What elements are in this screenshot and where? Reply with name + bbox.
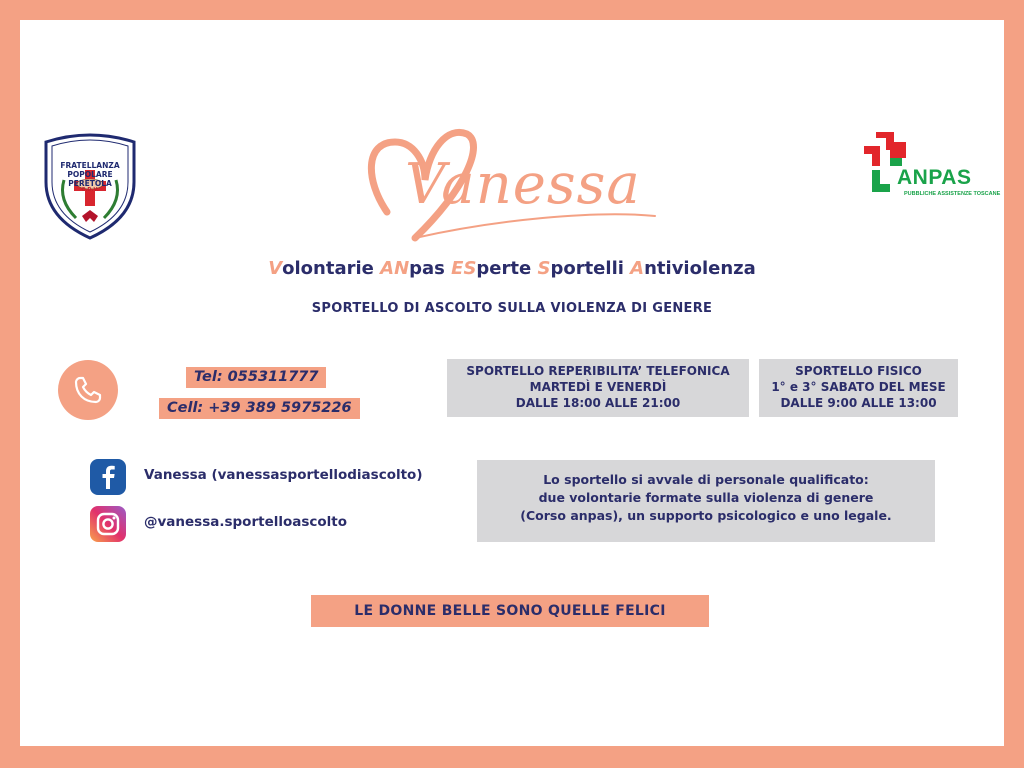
cell-number[interactable]: Cell: +39 389 5975226 — [159, 398, 360, 419]
subtitle-hl-4: A — [630, 258, 645, 279]
subtitle-hl-2: ES — [451, 258, 477, 279]
sportello-telefonico-box — [447, 359, 749, 417]
subtitle-hl-0: V — [268, 258, 283, 279]
tel-number[interactable]: Tel: 055311777 — [186, 367, 326, 388]
anpas-subtitle: PUBBLICHE ASSISTENZE TOSCANE — [904, 191, 1001, 197]
sportello-tel-line3: DALLE 18:00 ALLE 21:00 — [515, 396, 681, 410]
sportello-tel-line2: MARTEDÌ E VENERDÌ — [529, 380, 667, 394]
subtitle-rest-3: portelli — [550, 258, 631, 279]
facebook-icon[interactable] — [90, 459, 126, 495]
subtitle-rest-4: ntiviolenza — [644, 258, 756, 279]
shield-title-line2: PERETOLA — [68, 179, 112, 188]
sportello-fisico-line2: 1° e 3° SABATO DEL MESE — [771, 380, 946, 394]
shield-title-line1: FRATELLANZA POPOLARE — [60, 161, 120, 179]
sportello-fisico-line1: SPORTELLO FISICO — [795, 364, 922, 378]
shield-title — [44, 161, 136, 188]
subtitle-hl-1: AN — [380, 258, 410, 279]
staff-info-line2: due volontarie formate sulla violenza di genere — [538, 490, 874, 505]
brand-name: Vanessa — [405, 152, 641, 217]
subtitle-rest-2: perte — [476, 258, 538, 279]
staff-info-box — [477, 460, 935, 542]
flyer-card — [20, 20, 1004, 746]
staff-info-line3: (Corso anpas), un supporto psicologico e uno legale. — [520, 508, 892, 523]
sportello-fisico-line3: DALLE 9:00 ALLE 13:00 — [780, 396, 937, 410]
facebook-handle[interactable]: Vanessa (vanessasportellodiascolto) — [144, 467, 423, 483]
staff-info-line1: Lo sportello si avvale di personale qualificato: — [543, 472, 869, 487]
subtitle-rest-0: olontarie — [282, 258, 381, 279]
shield-odv: O.D.V. — [81, 187, 99, 193]
acronym-subtitle — [20, 258, 1004, 279]
subtitle-hl-3: S — [537, 258, 551, 279]
sportello-fisico-box — [759, 359, 958, 417]
footer-slogan: LE DONNE BELLE SONO QUELLE FELICI — [311, 595, 709, 627]
subtitle-rest-1: pas — [409, 258, 452, 279]
sportello-tel-line1: SPORTELLO REPERIBILITA’ TELEFONICA — [466, 364, 730, 378]
instagram-icon[interactable] — [90, 506, 126, 542]
instagram-handle[interactable]: @vanessa.sportelloascolto — [144, 514, 348, 530]
phone-icon — [58, 360, 118, 420]
tagline: SPORTELLO DI ASCOLTO SULLA VIOLENZA DI GENERE — [311, 301, 713, 316]
anpas-name: ANPAS — [897, 166, 972, 189]
